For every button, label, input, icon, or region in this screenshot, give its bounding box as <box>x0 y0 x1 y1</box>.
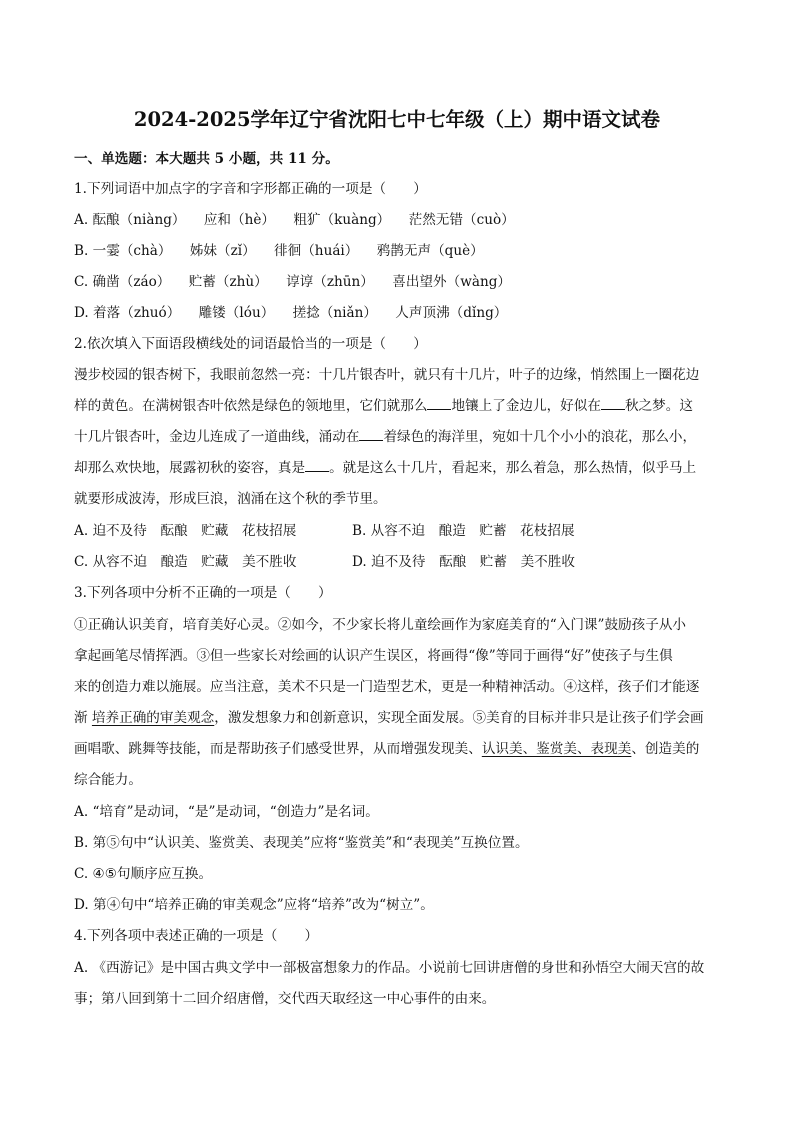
question-4-option-a-cont: 事；第八回到第十二回介绍唐僧，交代西天取经这一中心事件的由来。 <box>74 991 496 1007</box>
passage-text: 十几片银杏叶，金边儿连成了一道曲线，涌动在 <box>74 429 360 445</box>
question-4-stem: 4.下列各项中表述正确的一项是（ ） <box>74 928 319 944</box>
underlined-phrase: 培养正确的审美观念 <box>91 710 215 726</box>
question-3-stem: 3.下列各项中分析不正确的一项是（ ） <box>74 585 332 601</box>
question-3-option-a[interactable]: A. “培育”是动词，“是”是动词，“创造力”是名词。 <box>74 804 379 820</box>
question-3-option-d[interactable]: D. 第④句中“培养正确的审美观念”应将“培养”改为“树立”。 <box>74 897 434 913</box>
section-heading: 一、单选题：本大题共 5 小题，共 11 分。 <box>74 151 339 167</box>
page-title: 2024-2025学年辽宁省沈阳七中七年级（上）期中语文试卷 <box>133 108 661 131</box>
passage-text: 秋之梦。这 <box>624 398 693 414</box>
question-1-option-a[interactable] <box>74 208 515 228</box>
question-3-option-b[interactable]: B. 第⑤句中“认识美、鉴赏美、表现美”应将“鉴赏美”和“表现美”互换位置。 <box>74 835 529 851</box>
passage-text: 样的黄色。在满树银杏叶依然是绿色的领地里，它们就那么 <box>74 398 428 414</box>
passage-text: 着绿色的海洋里，宛如十几个小小的浪花，那么小， <box>383 429 697 445</box>
question-4-option-a[interactable]: A. 《西游记》是中国古典文学中一部极富想象力的作品。小说前七回讲唐僧的身世和孙悟空大闹天宫的故 <box>74 960 705 976</box>
passage-line: 就要形成波涛，形成巨浪，汹涌在这个秋的季节里。 <box>74 491 387 507</box>
option-item: 贮蓄（zhù） <box>188 274 268 290</box>
passage-line <box>74 425 696 445</box>
passage-text: 。就是这么十几片，看起来，那么着急，那么热情，似乎马上 <box>329 460 697 476</box>
passage-line <box>74 737 699 757</box>
passage-line: 综合能力。 <box>74 772 142 788</box>
option-item: 应和（hè） <box>203 212 276 228</box>
option-item: 雕镂（lóu） <box>198 305 275 321</box>
question-1-stem: 1.下列词语中加点字的字音和字形都正确的一项是（ ） <box>74 181 427 197</box>
option-item: 姊妹（zǐ） <box>189 243 256 259</box>
fill-blank <box>359 428 383 441</box>
question-1-option-b[interactable] <box>74 239 484 259</box>
question-2-stem: 2.依次填入下面语段横线处的词语最恰当的一项是（ ） <box>74 336 427 352</box>
question-2-option-a[interactable]: A. 迫不及待 酝酿 贮藏 花枝招展 <box>74 523 297 539</box>
option-item: 人声顶沸（dǐng） <box>395 305 508 321</box>
question-1-option-d[interactable] <box>74 301 507 321</box>
passage-text: 却那么欢快地，展露初秋的姿容，真是 <box>74 460 306 476</box>
question-1-option-c[interactable] <box>74 270 511 290</box>
option-item: 鸦鹊无声（què） <box>376 243 484 259</box>
option-item: 粗犷（kuàng） <box>293 212 391 228</box>
option-item: B. 一霎（chà） <box>74 243 172 259</box>
option-item: 搓捻（niǎn） <box>292 305 377 321</box>
underlined-phrase: 认识美、鉴赏美、表现美 <box>481 741 632 757</box>
passage-line <box>74 394 693 414</box>
passage-line: ①正确认识美育，培育美好心灵。②如今，不少家长将儿童绘画作为家庭美育的“入门课”鼓励孩子从小 <box>74 617 687 633</box>
fill-blank <box>305 459 329 472</box>
passage-text: 渐 <box>74 710 92 726</box>
option-item: C. 确凿（záo） <box>74 274 171 290</box>
option-item: D. 着落（zhuó） <box>74 305 181 321</box>
fill-blank <box>601 397 625 410</box>
fill-blank <box>427 397 451 410</box>
question-2-option-c[interactable]: C. 从容不迫 酿造 贮藏 美不胜收 <box>74 554 297 570</box>
passage-line: 来的创造力难以施展。应当注意，美术不只是一门造型艺术，更是一种精神活动。④这样，孩子们才能逐 <box>74 679 700 695</box>
option-item: A. 酝酿（niàng） <box>74 212 186 228</box>
passage-text: ，激发想象力和创新意识，实现全面发展。⑤美育的目标并非只是让孩子们学会画 <box>214 710 704 726</box>
passage-text: 、创造美的 <box>631 741 700 757</box>
passage-line: 漫步校园的银杏树下，我眼前忽然一亮：十几片银杏叶，就只有十几片，叶子的边缘，悄然围上一圈花边 <box>74 367 700 383</box>
option-item: 谆谆（zhūn） <box>286 274 374 290</box>
option-item: 茫然无错（cuò） <box>408 212 515 228</box>
question-2-option-d[interactable]: D. 迫不及待 酝酿 贮蓄 美不胜收 <box>352 554 575 570</box>
passage-line: 拿起画笔尽情挥洒。③但一些家长对绘画的认识产生误区，将画得“像”等同于画得“好”使孩子与生俱 <box>74 648 673 664</box>
question-2-option-b[interactable]: B. 从容不迫 酿造 贮蓄 花枝招展 <box>352 523 575 539</box>
question-3-option-c[interactable]: C. ④⑤句顺序应互换。 <box>74 866 213 882</box>
option-item: 喜出望外（wàng） <box>392 274 511 290</box>
option-item: 徘徊（huái） <box>274 243 359 259</box>
passage-text: 画唱歌、跳舞等技能，而是帮助孩子们感受世界，从而增强发现美、 <box>74 741 482 757</box>
passage-text: 地镶上了金边儿，好似在 <box>451 398 601 414</box>
passage-line <box>74 456 696 476</box>
passage-line <box>74 706 704 726</box>
